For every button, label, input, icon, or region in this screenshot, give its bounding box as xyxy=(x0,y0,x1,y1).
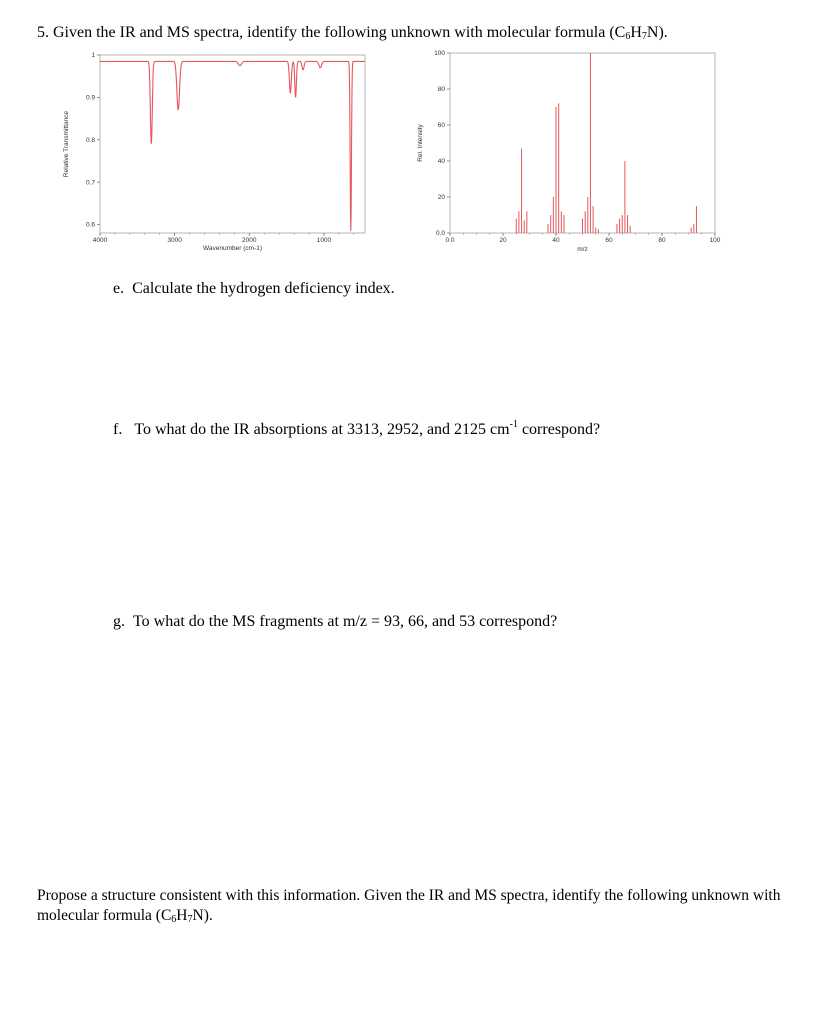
ms-y-tick-label: 0.0 xyxy=(435,230,445,238)
ir-y-tick-label: 0.6 xyxy=(85,221,95,229)
ms-spectrum-chart xyxy=(405,45,725,265)
question-g xyxy=(113,612,557,632)
question-f-text: To what do the IR absorptions at 3313, 2952, and 2125 cm xyxy=(134,421,510,438)
ir-x-tick-label: 2000 xyxy=(242,237,257,244)
ms-x-tick-label: 100 xyxy=(709,237,721,244)
ir-x-axis-label: Wavenumber (cm-1) xyxy=(203,245,262,252)
question-e xyxy=(113,279,395,299)
ir-spectrum-chart xyxy=(55,45,375,260)
ir-x-tick-label: 1000 xyxy=(316,237,332,244)
superscript-minus-one: -1 xyxy=(509,419,518,430)
propose-formula-hydrogen: H xyxy=(176,907,188,924)
ms-x-tick-label: 60 xyxy=(605,237,613,244)
ir-spectrum-line xyxy=(100,61,365,231)
subscript-carbon: 6 xyxy=(625,31,631,42)
ir-x-tick-label: 3000 xyxy=(167,237,182,244)
propose-end: N). xyxy=(192,907,213,924)
ir-y-tick-label: 0.9 xyxy=(85,94,95,102)
ms-x-tick-label: 80 xyxy=(658,237,666,244)
ms-y-axis-label: Rel. Intensity xyxy=(417,124,424,162)
ms-y-tick-label: 100 xyxy=(434,50,445,58)
question-title-text: 5. Given the IR and MS spectra, identify the following unknown with molecular formula (C xyxy=(37,24,626,41)
question-f-end: correspond? xyxy=(517,421,601,438)
ms-y-tick-label: 80 xyxy=(437,86,445,94)
ms-y-tick-label: 60 xyxy=(437,122,445,130)
ir-y-tick-label: 0.8 xyxy=(85,136,95,144)
question-g-label: g. xyxy=(113,613,125,630)
ir-y-axis-label: Relative Transmittance xyxy=(63,110,70,178)
question-title-end: N). xyxy=(646,24,668,41)
propose-paragraph xyxy=(37,886,817,930)
ms-spectrum-svg xyxy=(405,45,725,265)
ms-plot-frame xyxy=(450,53,715,233)
ir-spectrum-svg xyxy=(55,45,375,260)
question-f xyxy=(113,415,600,440)
ms-x-tick-label: 20 xyxy=(499,237,507,244)
propose-subscript-hydrogen: 7 xyxy=(187,914,193,925)
ms-y-tick-label: 20 xyxy=(437,194,445,202)
subscript-hydrogen: 7 xyxy=(641,31,647,42)
ir-x-tick-label: 4000 xyxy=(92,237,108,244)
propose-text: Propose a structure consistent with this information. Given the IR and MS spectra, identify the following unknown with molecular formula (C xyxy=(37,887,781,924)
propose-subscript-carbon: 6 xyxy=(171,914,177,925)
question-title xyxy=(37,23,668,47)
question-e-label: e. xyxy=(113,280,125,297)
ms-x-tick-label: 0.0 xyxy=(445,237,455,244)
ir-y-tick-label: 1 xyxy=(91,52,95,60)
ir-plot-frame xyxy=(100,55,365,233)
question-e-text: Calculate the hydrogen deficiency index. xyxy=(132,280,395,297)
ir-y-tick-label: 0.7 xyxy=(85,179,95,187)
question-f-label: f. xyxy=(113,421,123,438)
formula-hydrogen: H xyxy=(630,24,642,41)
question-g-text: To what do the MS fragments at m/z = 93, 66, and 53 correspond? xyxy=(133,613,558,630)
ms-x-axis-label: m/z xyxy=(577,246,588,253)
ms-x-tick-label: 40 xyxy=(552,237,560,244)
ms-y-tick-label: 40 xyxy=(437,158,445,166)
